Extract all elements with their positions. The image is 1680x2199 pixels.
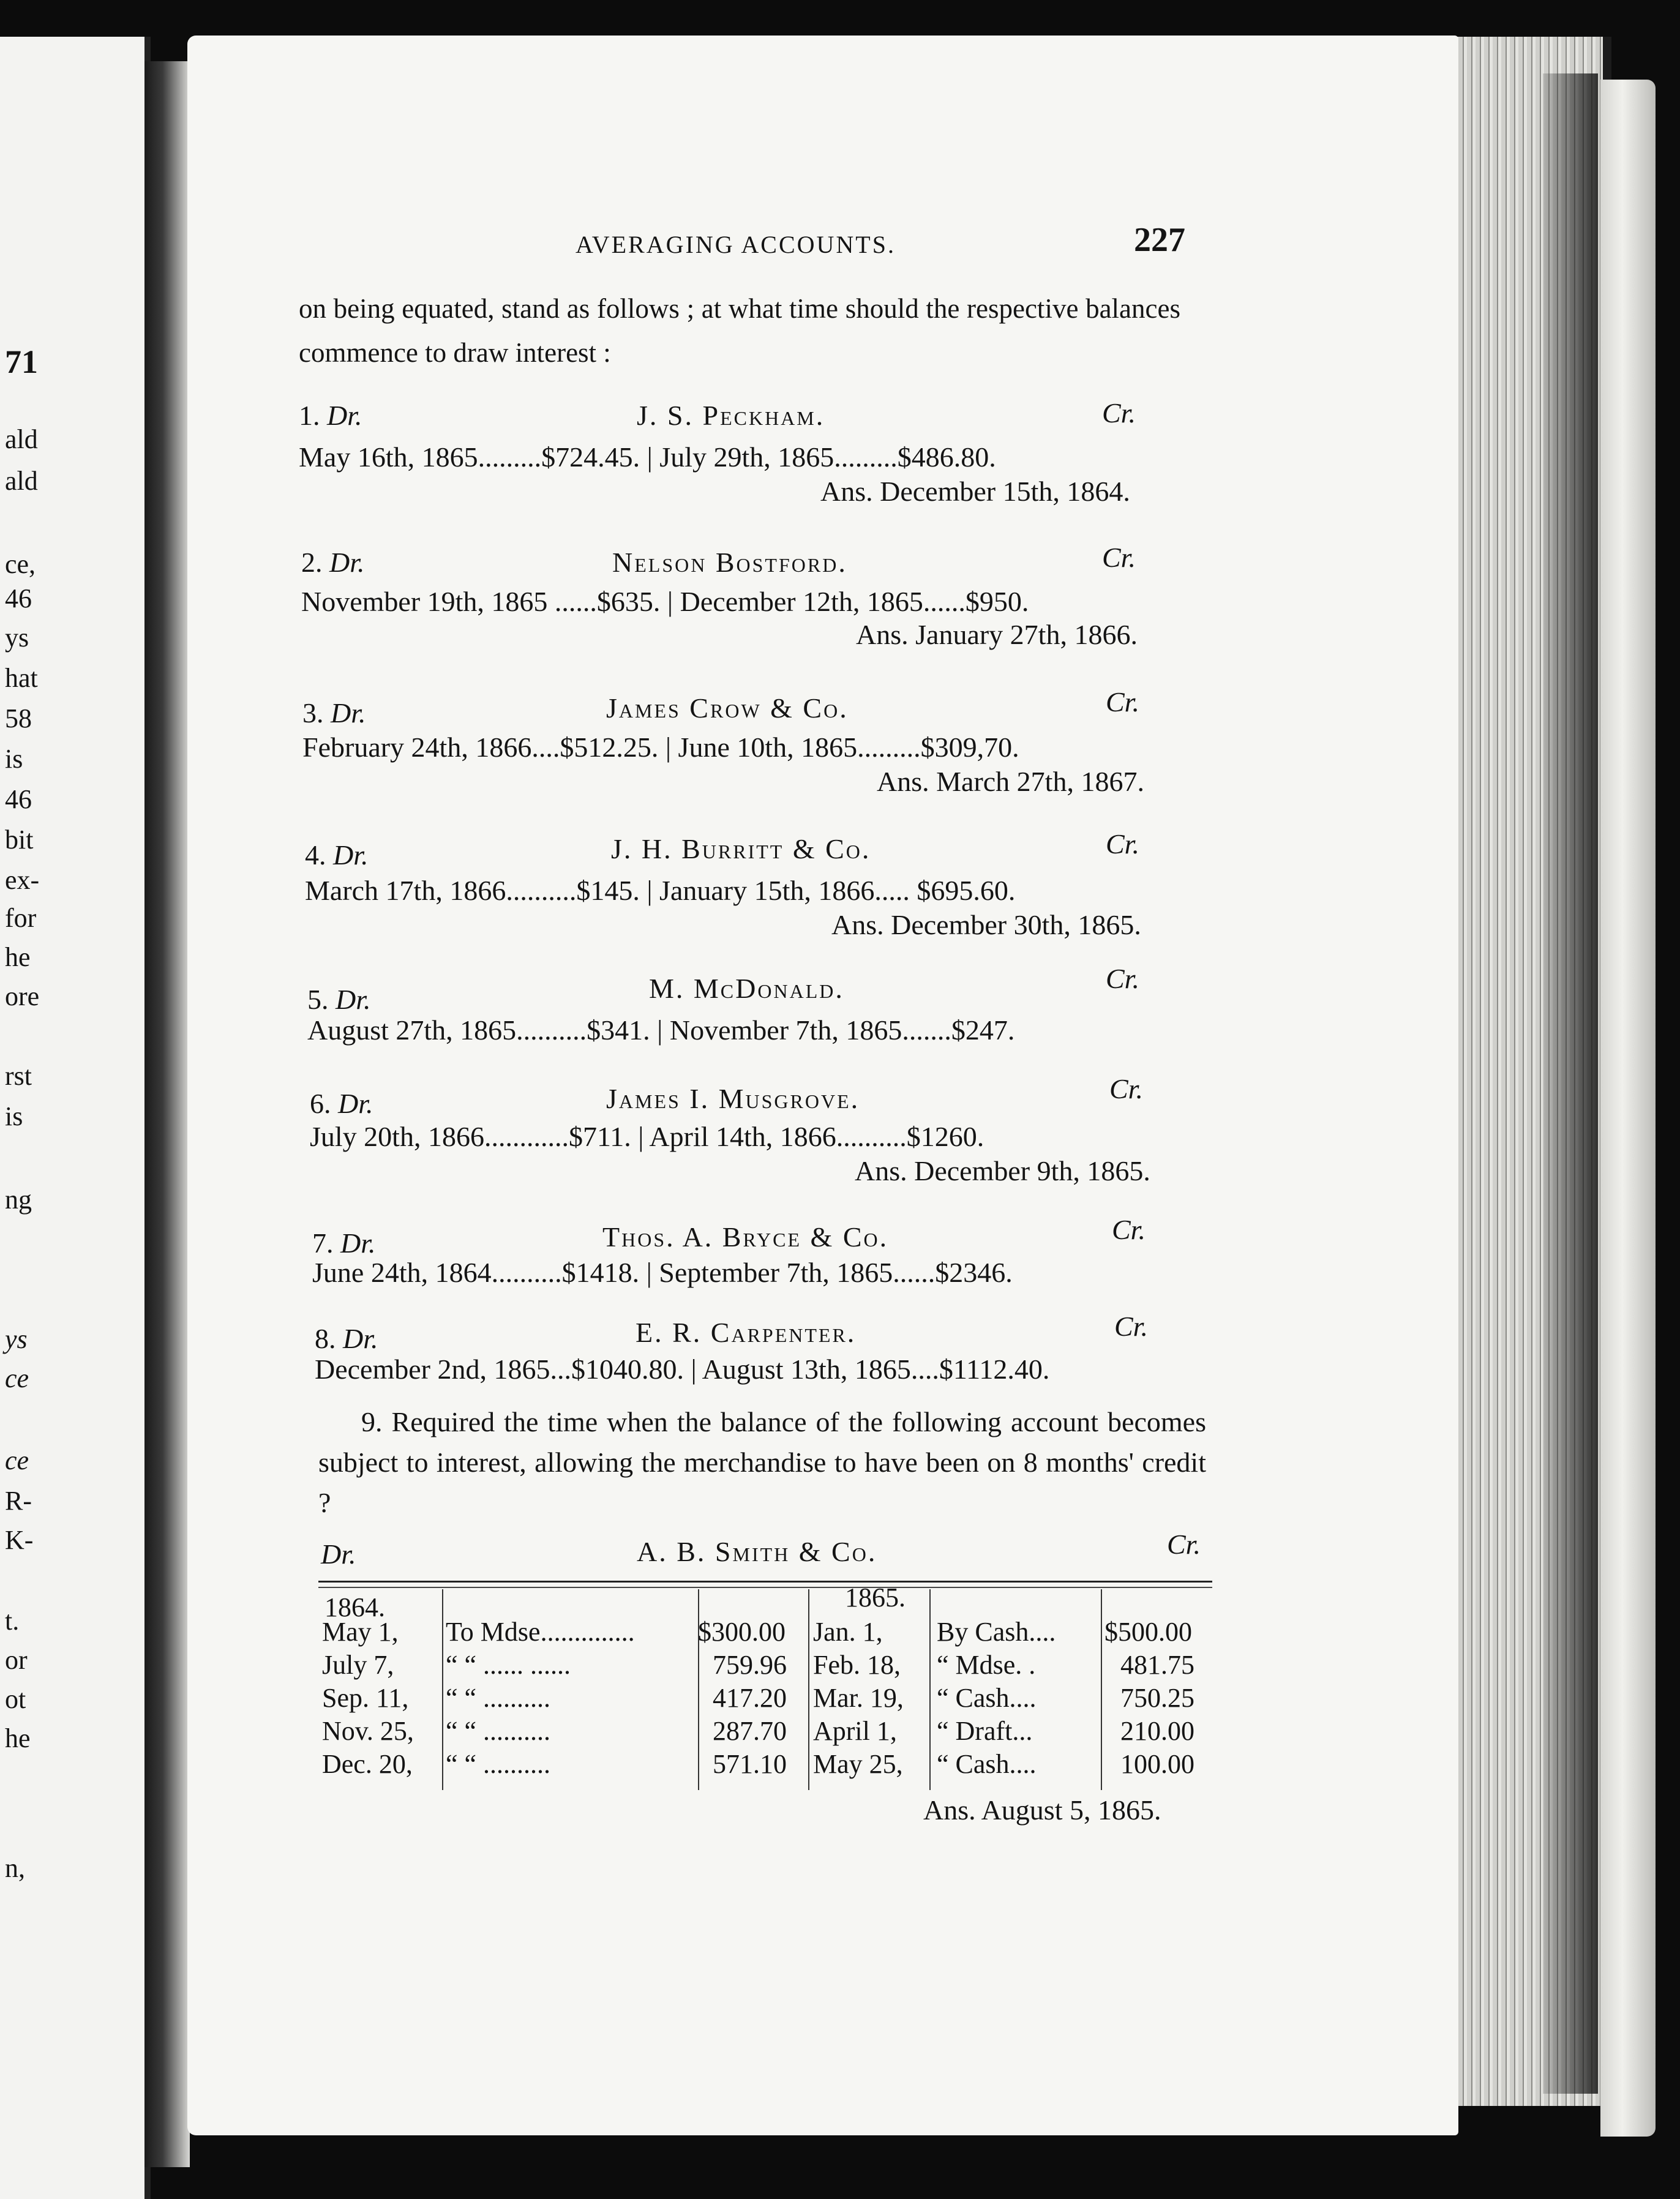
account-entry: May 16th, 1865.........$724.45. | July 29th, 1865.........$486.80. — [299, 441, 996, 473]
left-page-fragment: n, — [5, 1853, 25, 1883]
problem-number: 5. Dr. — [307, 984, 371, 1015]
problem-number: 6. Dr. — [310, 1088, 373, 1119]
problem-number: 1. Dr. — [299, 400, 362, 431]
question-9-text: 9. Required the time when the balance of the following account becomes subject to interest, allowing the merchandise to have been on 8 months' credit ? — [318, 1406, 1206, 1518]
debit-description: “ “ .......... — [446, 1683, 551, 1713]
credit-label: Cr. — [1112, 1214, 1146, 1245]
left-page-fragment: K- — [5, 1525, 34, 1555]
left-page-fragment: for — [5, 903, 37, 933]
credit-date: May 25, — [813, 1749, 903, 1779]
book-gutter — [144, 61, 190, 2167]
account-name: J. S. Peckham. — [637, 400, 825, 431]
debit-date: Nov. 25, — [322, 1716, 414, 1746]
account-name: J. H. Burritt & Co. — [611, 833, 871, 864]
account-entry: February 24th, 1866....$512.25. | June 10th, 1865.........$309,70. — [302, 732, 1019, 763]
account-entry: March 17th, 1866..........$145. | January 15th, 1866..... $695.60. — [305, 875, 1016, 906]
left-page-fragment: ald — [5, 424, 38, 454]
left-page-fragment: ng — [5, 1185, 32, 1215]
book-cover-edge — [1600, 80, 1656, 2137]
column-divider — [929, 1589, 931, 1790]
column-divider — [442, 1589, 443, 1790]
running-header: AVERAGING ACCOUNTS. — [576, 231, 896, 258]
left-page-fragment: is — [5, 1101, 23, 1131]
left-page-fragment: ald — [5, 466, 38, 496]
problem-number: 2. Dr. — [301, 547, 365, 578]
column-divider — [1101, 1589, 1102, 1790]
left-page-fragment: ce, — [5, 549, 36, 579]
account-entry: June 24th, 1864..........$1418. | September 7th, 1865......$2346. — [312, 1257, 1013, 1288]
debit-label: Dr. — [321, 1538, 356, 1570]
credit-description: “ Draft... — [937, 1716, 1033, 1746]
debit-amount: 287.70 — [713, 1716, 787, 1746]
answer: Ans. January 27th, 1866. — [856, 619, 1138, 650]
answer: Ans. August 5, 1865. — [923, 1794, 1161, 1826]
debit-date: July 7, — [322, 1650, 394, 1680]
credit-label: Cr. — [1106, 963, 1139, 994]
credit-amount: 750.25 — [1120, 1683, 1194, 1713]
problem-number: 4. Dr. — [305, 839, 369, 871]
credit-label: Cr. — [1102, 397, 1136, 429]
credit-description: “ Cash.... — [937, 1749, 1037, 1779]
left-page-fragment: hat — [5, 663, 38, 693]
credit-amount: $500.00 — [1104, 1617, 1192, 1647]
debit-description: To Mdse.............. — [446, 1617, 635, 1647]
credit-date: Mar. 19, — [813, 1683, 904, 1713]
left-page-fragment: rst — [5, 1061, 32, 1091]
credit-description: “ Cash.... — [937, 1683, 1037, 1713]
ledger-table — [318, 1581, 1212, 1799]
left-page-fragment: ce — [5, 1445, 29, 1475]
left-page-fragment: or — [5, 1645, 28, 1675]
left-page-fragment: ys — [5, 623, 29, 653]
answer: Ans. March 27th, 1867. — [877, 766, 1144, 797]
problem-number: 3. Dr. — [302, 697, 366, 729]
account-name: Thos. A. Bryce & Co. — [602, 1221, 889, 1253]
credit-date: Feb. 18, — [813, 1650, 901, 1680]
credit-date: Jan. 1, — [813, 1617, 883, 1647]
answer: Ans. December 15th, 1864. — [820, 476, 1130, 507]
credit-label: Cr. — [1109, 1073, 1143, 1104]
column-divider — [808, 1589, 809, 1790]
credit-label: Cr. — [1106, 686, 1139, 717]
left-page-fragment: ore — [5, 981, 40, 1011]
left-page-fragment: ex- — [5, 865, 40, 895]
account-entry: July 20th, 1866............$711. | April 14th, 1866..........$1260. — [310, 1121, 984, 1152]
left-page-fragment: 58 — [5, 703, 32, 733]
problem-number: 7. Dr. — [312, 1227, 376, 1259]
left-page-fragment: t. — [5, 1606, 20, 1636]
ledger-top-rule — [318, 1587, 1212, 1588]
account-name: Nelson Bostford. — [612, 547, 847, 578]
left-page-fragment: ot — [5, 1684, 26, 1714]
left-page-fragment: 71 — [5, 343, 38, 380]
left-page-fragment: 46 — [5, 784, 32, 814]
ledger-top-rule — [318, 1581, 1212, 1583]
answer: Ans. December 30th, 1865. — [831, 909, 1141, 940]
debit-amount: 759.96 — [713, 1650, 787, 1680]
debit-date: Sep. 11, — [322, 1683, 409, 1713]
credit-description: “ Mdse. . — [937, 1650, 1036, 1680]
left-page-fragment: is — [5, 744, 23, 774]
account-entry: December 2nd, 1865...$1040.80. | August 13th, 1865....$1112.40. — [315, 1354, 1050, 1385]
credit-date: April 1, — [813, 1716, 897, 1746]
problem-number: 8. Dr. — [315, 1323, 378, 1354]
credit-label: Cr. — [1167, 1529, 1201, 1560]
credit-label: Cr. — [1102, 542, 1136, 573]
debit-amount: 571.10 — [713, 1749, 787, 1779]
left-page-fragment: ce — [5, 1363, 29, 1393]
left-page-fragment: bit — [5, 825, 34, 855]
account-entry: November 19th, 1865 ......$635. | December 12th, 1865......$950. — [301, 586, 1029, 617]
debit-amount: $300.00 — [698, 1617, 786, 1647]
account-name: James I. Musgrove. — [606, 1083, 860, 1114]
credit-amount: 481.75 — [1120, 1650, 1194, 1680]
account-name: M. McDonald. — [649, 973, 844, 1004]
debit-description: “ “ .......... — [446, 1749, 551, 1779]
left-page-fragment: he — [5, 942, 31, 972]
debit-amount: 417.20 — [713, 1683, 787, 1713]
credit-description: By Cash.... — [937, 1617, 1056, 1647]
debit-date: May 1, — [322, 1617, 399, 1647]
credit-label: Cr. — [1106, 828, 1139, 860]
debit-description: “ “ .......... — [446, 1716, 551, 1746]
book-edge-shadow — [1543, 73, 1598, 2094]
left-facing-page — [0, 37, 151, 2199]
credit-year: 1865. — [845, 1583, 906, 1613]
debit-date: Dec. 20, — [322, 1749, 413, 1779]
left-page-fragment: ys — [5, 1324, 28, 1354]
account-name: A. B. Smith & Co. — [637, 1536, 877, 1567]
account-entry: August 27th, 1865..........$341. | November 7th, 1865.......$247. — [307, 1014, 1015, 1046]
answer: Ans. December 9th, 1865. — [855, 1155, 1150, 1186]
account-name: James Crow & Co. — [606, 692, 849, 724]
account-name: E. R. Carpenter. — [636, 1317, 857, 1348]
debit-description: “ “ ...... ...... — [446, 1650, 571, 1680]
credit-label: Cr. — [1114, 1311, 1148, 1342]
credit-amount: 100.00 — [1120, 1749, 1194, 1779]
left-page-fragment: R- — [5, 1486, 32, 1516]
left-page-fragment: he — [5, 1723, 31, 1753]
left-page-fragment: 46 — [5, 583, 32, 613]
intro-paragraph: on being equated, stand as follows ; at what time should the respective balances commence to draw interest : — [299, 293, 1180, 368]
page-number: 227 — [1134, 221, 1185, 259]
credit-amount: 210.00 — [1120, 1716, 1194, 1746]
debit-year: 1864. — [324, 1592, 385, 1622]
